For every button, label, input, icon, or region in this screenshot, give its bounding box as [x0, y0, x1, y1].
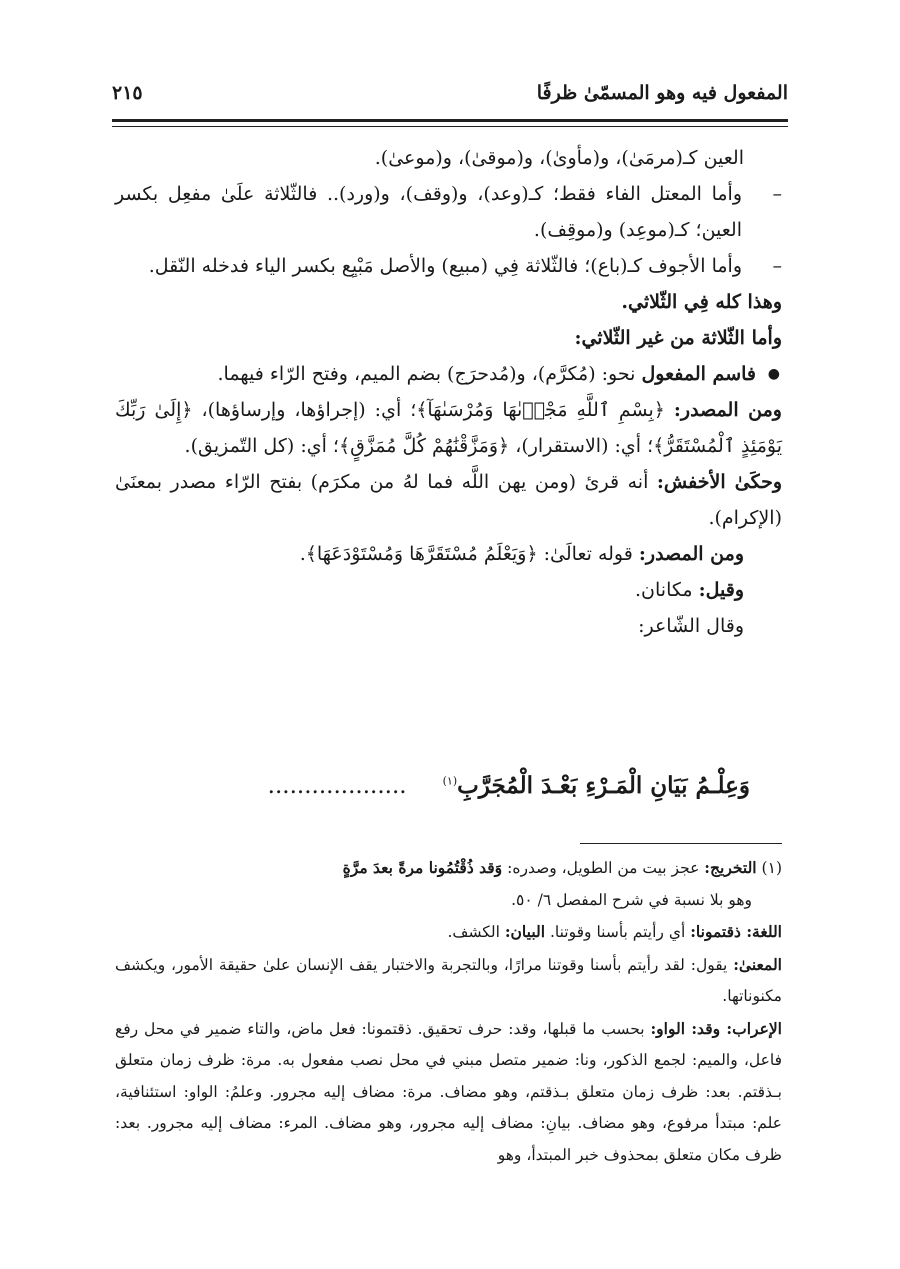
- page-header: [112, 82, 788, 118]
- paragraph: وقال الشّاعر:: [638, 615, 744, 637]
- footnote-text: بحسب ما قبلها، وقد: حرف تحقيق. ذقتمونا: فعل ماض، والتاء ضمير في محل رفع فاعل، والميم: لجمع الذكور، ونا: ضمير متصل مبني في محل نصب مفعول به. مرة: ظرف زمان متعلق بـذقتم. بعد: ظرف زمان متعلق بـذقتم، وهو مضاف. مرة: مضاف إليه مجرور. وعلمُ: الواو: استئنافية، علم: مبتدأ مرفوع، وهو مضاف. بيانِ: مضاف إليه مجرور، وهو مضاف. المرء: مضاف إليه مجرور. بعد: ظرف مكان متعلق بمحذوف خبر المبتدأ، وهو: [115, 1019, 782, 1164]
- paragraph-bold: وهذا كله فِي الثّلاثي.: [621, 291, 782, 313]
- footnote-reference: (١): [442, 774, 458, 788]
- footnote-text: يقول: لقد رأيتم بأسنا وقوتنا مرارًا، وبالتجربة والاختبار يقف الإنسان علىٰ حقيقة الأمور، ويكشف مكنوناتها.: [115, 955, 782, 1005]
- paragraph-text: قوله تعالَىٰ: ﴿وَيَعْلَمُ مُسْتَقَرَّهَا وَمُسْتَوْدَعَهَا﴾.: [299, 543, 633, 565]
- footnote-lead: البيان:: [504, 922, 546, 941]
- dash-list-item: [115, 176, 782, 248]
- bullet-list-item: [115, 356, 782, 392]
- paragraph: [115, 464, 782, 536]
- footnote-number: (١): [761, 859, 782, 877]
- verse-text: وَعِلْـمُ بَيَانِ الْمَـرْءِ بَعْـدَ الْمُجَرَّبِ: [457, 772, 750, 799]
- paragraph-lead: وقيل:: [698, 579, 744, 601]
- footnote-separator: [580, 843, 782, 844]
- dash-marker: –: [772, 255, 782, 277]
- footnote-lead: المعنىٰ:: [733, 954, 782, 974]
- footnote-text: أي رأيتم بأسنا وقوتنا.: [549, 923, 686, 941]
- dash-list-item: [115, 248, 782, 284]
- paragraph: [115, 536, 782, 572]
- footnote-lead: التخريج:: [704, 858, 757, 877]
- footnote-text: عجز بيت من الطويل، وصدره:: [507, 859, 700, 877]
- footnote-text: الكشف.: [447, 923, 500, 941]
- footnote-line: [115, 852, 782, 885]
- paragraph-lead: وحكَىٰ الأخفش:: [656, 471, 782, 493]
- dash-item-text: وأما الأجوف كـ(باع)؛ فالثّلاثة فِي (مبيع) والأصل مَبْيِع بكسر الياء فدخله النّقل.: [148, 255, 742, 277]
- main-text: [115, 140, 782, 644]
- paragraph-text: مكانان.: [635, 579, 693, 601]
- header-rule-thin: [112, 126, 788, 127]
- dash-item-text: وأما المعتل الفاء فقط؛ كـ(وعد)، و(وقف)، و(ورد).. فالثّلاثة علَىٰ مفعِل بكسر العين؛ كـ(موعِد) و(موقِف).: [115, 183, 742, 241]
- footnote-line: [115, 916, 782, 949]
- footnote-lead: اللغة: ذقتمونا:: [690, 922, 782, 941]
- dash-marker: –: [772, 183, 782, 205]
- paragraph-bold: وأما الثّلاثة من غير الثّلاثي:: [574, 327, 782, 349]
- running-title: المفعول فيه وهو المسمّىٰ ظرفًا: [536, 82, 788, 104]
- footnote-line: [115, 1013, 782, 1172]
- bullet-marker: ●: [767, 366, 780, 382]
- footnote-line: وهو بلا نسبة في شرح المفصل ٦/ ٥٠.: [511, 890, 752, 909]
- paragraph: [115, 572, 782, 608]
- footnote-lead: الإعراب: وقد: الواو:: [650, 1018, 782, 1038]
- paragraph-text: ﴿بِسْمِ ٱللَّهِ مَجْرٜىٰهَا وَمُرْسَىٰهَآ﴾؛ أي: (إجراؤها، وإرساؤها)، ﴿إِلَىٰ رَبِّكَ يَوْمَئِذٍ ٱلْمُسْتَقَرُّ﴾؛ أي: (الاستقرار)، ﴿وَمَزَّقْنَٰهُمْ كُلَّ مُمَزَّقٍ﴾؛ أي: (كل التّمزيق).: [115, 399, 782, 457]
- header-rule-thick: [112, 119, 788, 122]
- paragraph-text: أنه قرئ (ومن يهن اللَّه فما لهُ من مكرَم) بفتح الرّاء مصدر بمعنَىٰ (الإكرام).: [115, 471, 782, 529]
- footnote-line: [115, 949, 782, 1013]
- poetry-verse: [268, 772, 750, 799]
- paragraph: العين كـ(مرمَىٰ)، و(مأوىٰ)، و(موقىٰ)، و(موعىٰ).: [374, 147, 744, 169]
- verse-ellipsis: ...................: [267, 773, 407, 799]
- bullet-lead: فاسم المفعول: [641, 363, 756, 385]
- page-number: ٢١٥: [112, 82, 143, 104]
- paragraph: [115, 392, 782, 464]
- footnotes: [115, 852, 782, 1171]
- paragraph-lead: ومن المصدر:: [673, 399, 782, 421]
- paragraph-lead: ومن المصدر:: [638, 543, 744, 565]
- bullet-text: نحو: (مُكرَّم)، و(مُدحرَج) بضم الميم، وفتح الرّاء فيهما.: [217, 363, 636, 385]
- footnote-quote: وَقد ذُقْتُمُونا مرةً بعدَ مرَّةٍ: [342, 858, 503, 877]
